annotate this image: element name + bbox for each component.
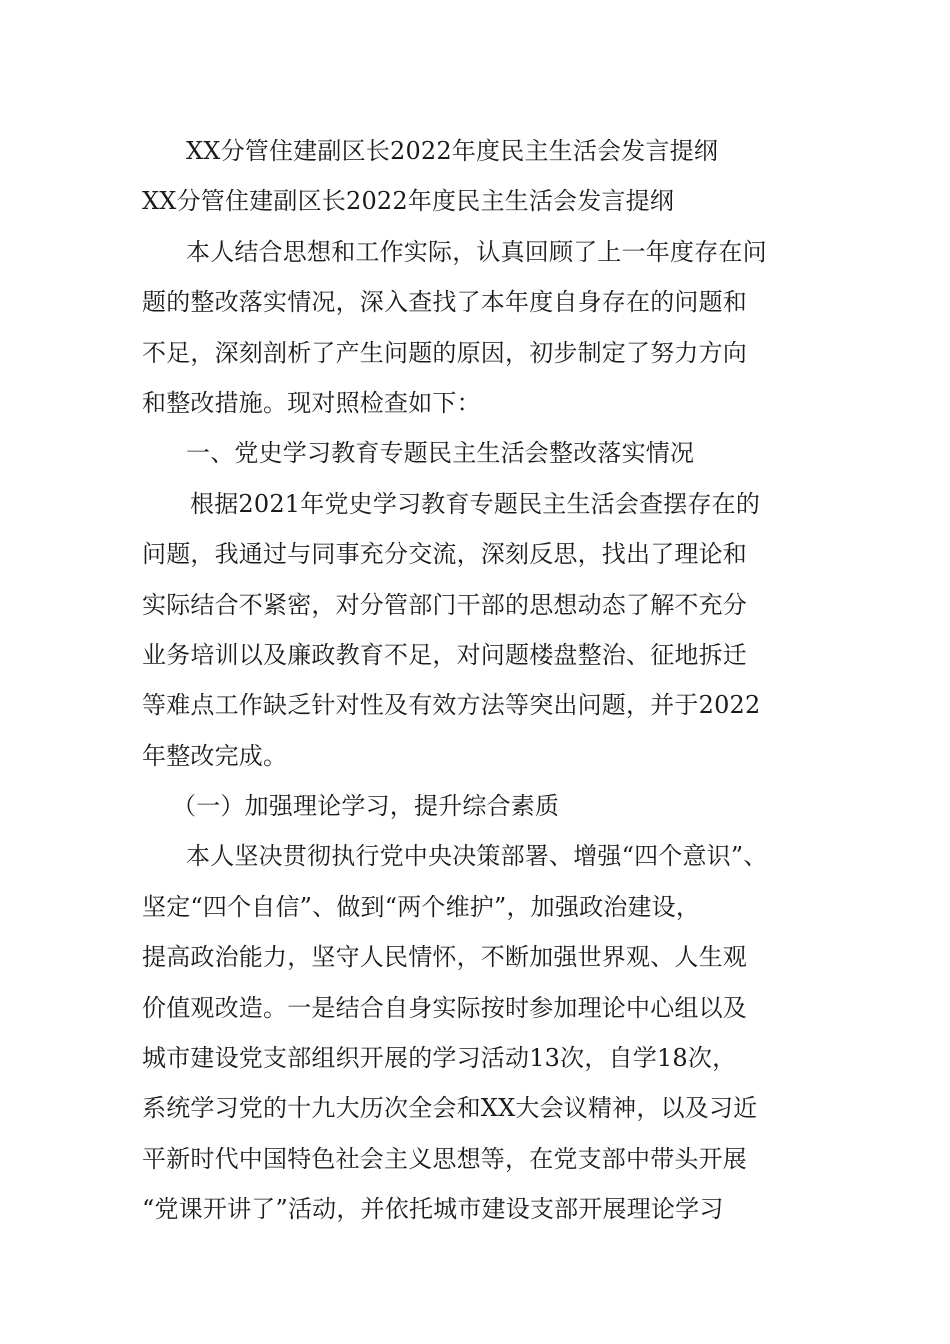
paragraph-line: “党课开讲了”活动，并依托城市建设支部开展理论学习 xyxy=(142,1195,724,1224)
paragraph-line: 和整改措施。现对照检查如下： xyxy=(142,388,481,417)
paragraph-line: 本人坚决贯彻执行党中央决策部署、增强“四个意识”、 xyxy=(186,842,768,871)
paragraph-line: 问题，我通过与同事充分交流，深刻反思，找出了理论和 xyxy=(142,540,747,569)
document-body xyxy=(142,126,832,1235)
paragraph-line: 题的整改落实情况，深入查找了本年度自身存在的问题和 xyxy=(142,288,747,317)
paragraph-line: 业务培训以及廉政教育不足，对问题楼盘整治、征地拆迁 xyxy=(142,640,747,669)
paragraph-line: 系统学习党的十九大历次全会和XX大会议精神，以及习近 xyxy=(142,1094,758,1123)
paragraph-line: 平新时代中国特色社会主义思想等，在党支部中带头开展 xyxy=(142,1144,747,1173)
paragraph-line: 等难点工作缺乏针对性及有效方法等突出问题，并于2022 xyxy=(142,691,761,720)
paragraph-line: 提高政治能力，坚守人民情怀，不断加强世界观、人生观 xyxy=(142,943,747,972)
paragraph-line: 本人结合思想和工作实际，认真回顾了上一年度存在问 xyxy=(186,237,767,266)
paragraph-line: 根据2021年党史学习教育专题民主生活会查摆存在的 xyxy=(190,489,761,518)
paragraph-line: 年整改完成。 xyxy=(142,741,288,770)
paragraph-line: 实际结合不紧密，对分管部门干部的思想动态了解不充分 xyxy=(142,590,747,619)
paragraph-line: 城市建设党支部组织开展的学习活动13次，自学18次， xyxy=(142,1044,737,1073)
paragraph-line: 坚定“四个自信”、做到“两个维护”，加强政治建设， xyxy=(142,892,701,921)
subsection-heading: （一）加强理论学习，提升综合素质 xyxy=(172,792,560,821)
paragraph-line: 不足，深刻剖析了产生问题的原因，初步制定了努力方向 xyxy=(142,338,747,367)
document-header-title: XX分管住建副区长2022年度民主生活会发言提纲 xyxy=(186,137,719,165)
document-title: XX分管住建副区长2022年度民主生活会发言提纲 xyxy=(142,187,675,216)
paragraph-line: 价值观改造。一是结合自身实际按时参加理论中心组以及 xyxy=(142,993,747,1022)
section-heading: 一、党史学习教育专题民主生活会整改落实情况 xyxy=(186,439,695,468)
